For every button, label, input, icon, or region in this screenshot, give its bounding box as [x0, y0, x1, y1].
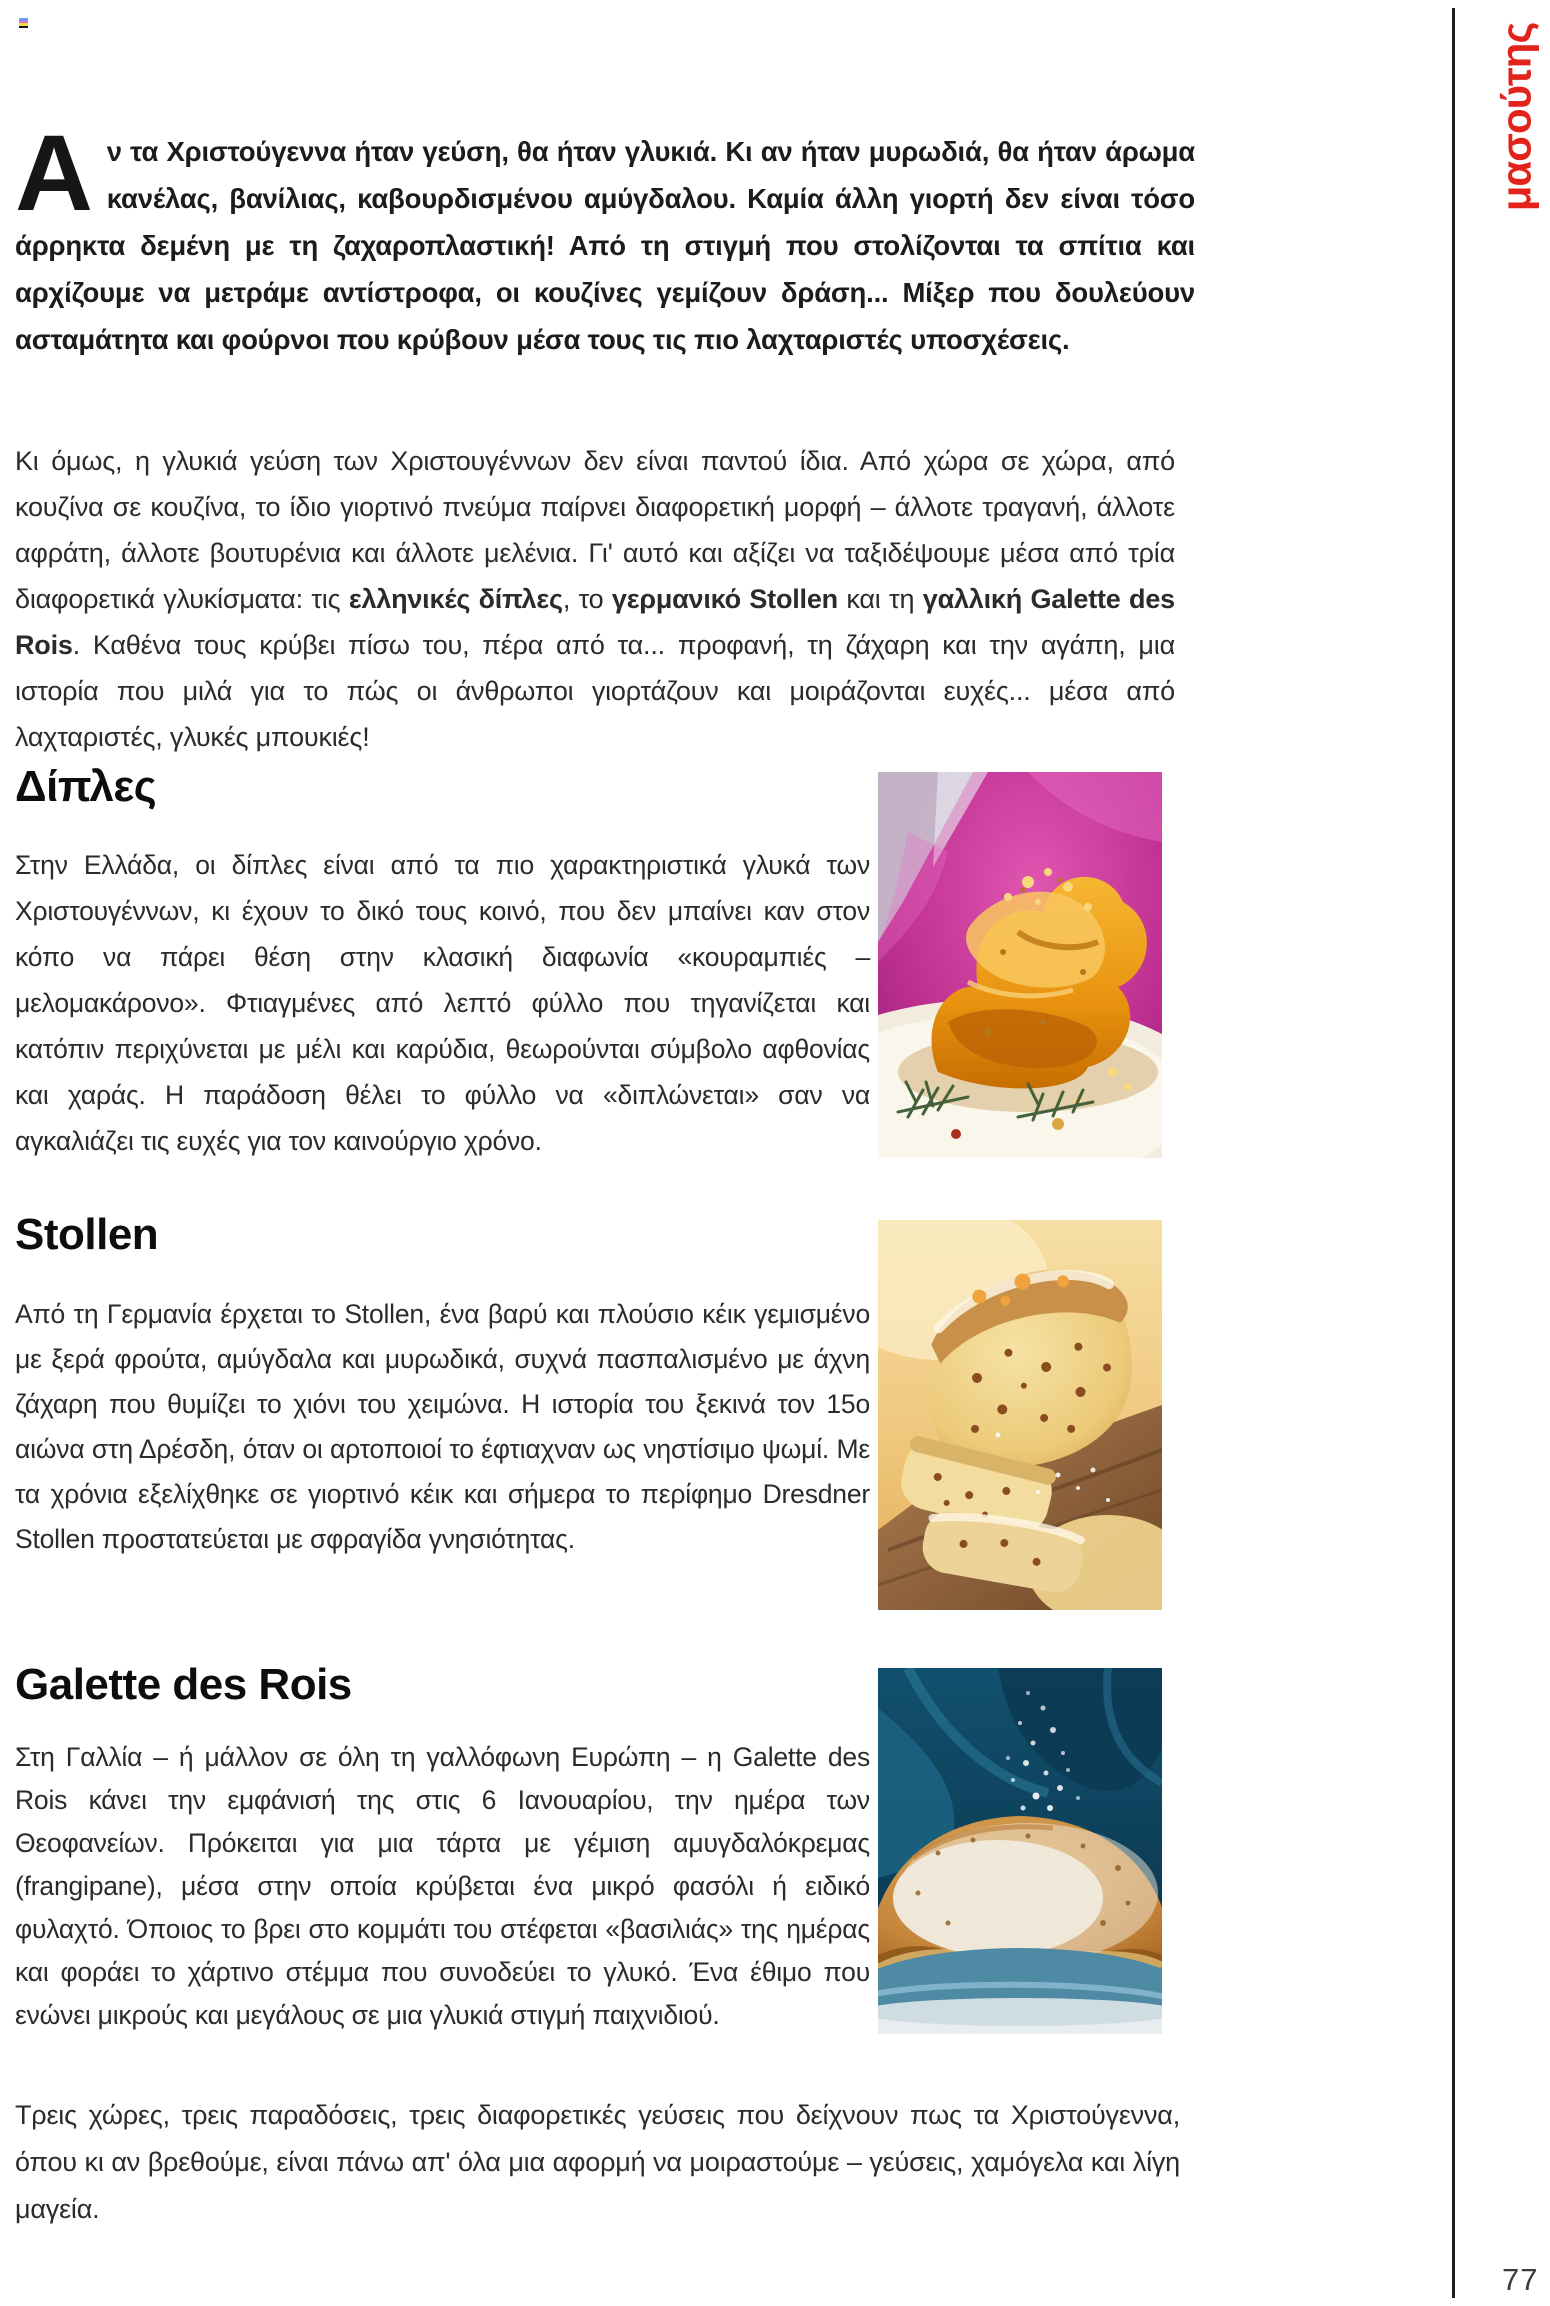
page-number: 77 [1502, 2262, 1539, 2297]
galette-photo [878, 1668, 1162, 2034]
highlight-galette: γαλλική Galette des Rois [15, 584, 1175, 660]
section-title-galette: Galette des Rois [15, 1660, 352, 1709]
intro-paragraph [15, 112, 1195, 363]
stollen-photo [878, 1220, 1162, 1610]
intro-text: ν τα Χριστούγεννα ήταν γεύση, θα ήταν γλυκιά. Κι αν ήταν μυρωδιά, θα ήταν άρωμα κανέλας, βανίλιας, καβουρδισμένου αμύγδαλου. Καμία άλλη γιορτή δεν είναι τόσο άρρηκτα δεμένη με τη ζαχαροπλαστική! Από τη στιγμή που στολίζονται τα σπίτια και αρχίζουμε να μετράμε αντίστροφα, οι κουζίνες γεμίζουν δράση... Μίξερ που δουλεύουν ασταμάτητα και φούρνοι που κρύβουν μέσα τους τις πιο λαχταριστές υποσχέσεις. [15, 136, 1195, 355]
highlight-stollen: γερμανικό Stollen [611, 584, 838, 614]
brand-logo-vertical [1486, 4, 1546, 230]
closing-paragraph: Τρεις χώρες, τρεις παραδόσεις, τρεις διαφορετικές γεύσεις που δείχνουν πως τα Χριστούγεννα, όπου κι αν βρεθούμε, είναι πάνω απ' όλα μια αφορμή να μοιραστούμε – γεύσεις, χαμόγελα και λίγη μαγεία. [15, 2100, 1180, 2224]
overview-text: Κι όμως, η γλυκιά γεύση των Χριστουγέννων δεν είναι παντού ίδια. Από χώρα σε χώρα, από κουζίνα σε κουζίνα, το ίδιο γιορτινό πνεύμα παίρνει διαφορετική μορφή – άλλοτε τραγανή, άλλοτε αφράτη, άλλοτε βουτυρένια και άλλοτε μελένια. Γι' αυτό και αξίζει να ταξιδέψουμε μέσα από τρία διαφορετικά γλυκίσματα: τις [15, 446, 1175, 614]
overview-paragraph: Κι όμως, η γλυκιά γεύση των Χριστουγέννων δεν είναι παντού ίδια. Από χώρα σε χώρα, από κουζίνα σε κουζίνα, το ίδιο γιορτινό πνεύμα παίρνει διαφορετική μορφή – άλλοτε τραγανή, άλλοτε αφράτη, άλλοτε βουτυρένια και άλλοτε μελένια. Γι' αυτό και αξίζει να ταξιδέψουμε μέσα από τρία διαφορετικά γλυκίσματα: τις ελληνικές δίπλες, το γερμανικό Stollen και τη γαλλική Galette des Rois. Καθένα τους κρύβει πίσω του, πέρα από τα... προφανή, τη ζάχαρη και την αγάπη, μια ιστορία που μιλά για το πώς οι άνθρωποι γιορτάζουν και μοιράζονται ευχές... μέσα από λαχταριστές, γλυκές μπουκιές! [15, 446, 1175, 752]
section-body-stollen: Από τη Γερμανία έρχεται το Stollen, ένα βαρύ και πλούσιο κέικ γεμισμένο με ξερά φρούτα, αμύγδαλα και μυρωδικά, συχνά πασπαλισμένο με άχνη ζάχαρη που θυμίζει το χιόνι του χειμώνα. Η ιστορία του ξεκινά τον 15ο αιώνα στη Δρέσδη, όταν οι αρτοποιοί το έφτιαχναν ως νηστίσιμο ψωμί. Με τα χρόνια εξελίχθηκε σε γιορτινό κέικ και σήμερα το περίφημο Dresdner Stollen προστατεύεται με σφραγίδα γνησιότητας. [15, 1299, 870, 1554]
section-title-diples: Δίπλες [15, 762, 157, 811]
cmyk-registration-mark-icon [19, 18, 28, 28]
diples-photo [878, 772, 1162, 1158]
section-title-stollen: Stollen [15, 1210, 159, 1259]
brand-logo-text: μασούτης [1492, 22, 1539, 212]
section-body-diples: Στην Ελλάδα, οι δίπλες είναι από τα πιο χαρακτηριστικά γλυκά των Χριστουγέννων, κι έχουν το δικό τους κοινό, που δεν μπαίνει καν στον κόπο να πάρει θέση στην κλασική διαφωνία «κουραμπιές – μελομακάρονο». Φτιαγμένες από λεπτό φύλλο που τηγανίζεται και κατόπιν περιχύνεται με μέλι και καρύδια, θεωρούνται σύμβολο αφθονίας και χαράς. Η παράδοση θέλει το φύλλο να «διπλώνεται» σαν να αγκαλιάζει τις ευχές για τον καινούργιο χρόνο. [15, 850, 870, 1156]
column-divider-line [1452, 8, 1455, 2298]
section-body-galette: Στη Γαλλία – ή μάλλον σε όλη τη γαλλόφωνη Ευρώπη – η Galette des Rois κάνει την εμφάνισή της στις 6 Ιανουαρίου, την ημέρα των Θεοφανείων. Πρόκειται για μια τάρτα με γέμιση αμυγδαλόκρεμας (frangipane), μέσα στην οποία κρύβεται ένα μικρό φασόλι ή ειδικό φυλαχτό. Όποιος το βρει στο κομμάτι του στέφεται «βασιλιάς» της ημέρας και φοράει το χάρτινο στέμμα που συνοδεύει το γλυκό. Ένα έθιμο που ενώνει μικρούς και μεγάλους σε μια γλυκιά στιγμή παιχνιδιού. [15, 1742, 870, 2030]
drop-cap: Α [15, 112, 93, 233]
highlight-diples: ελληνικές δίπλες [348, 584, 563, 614]
